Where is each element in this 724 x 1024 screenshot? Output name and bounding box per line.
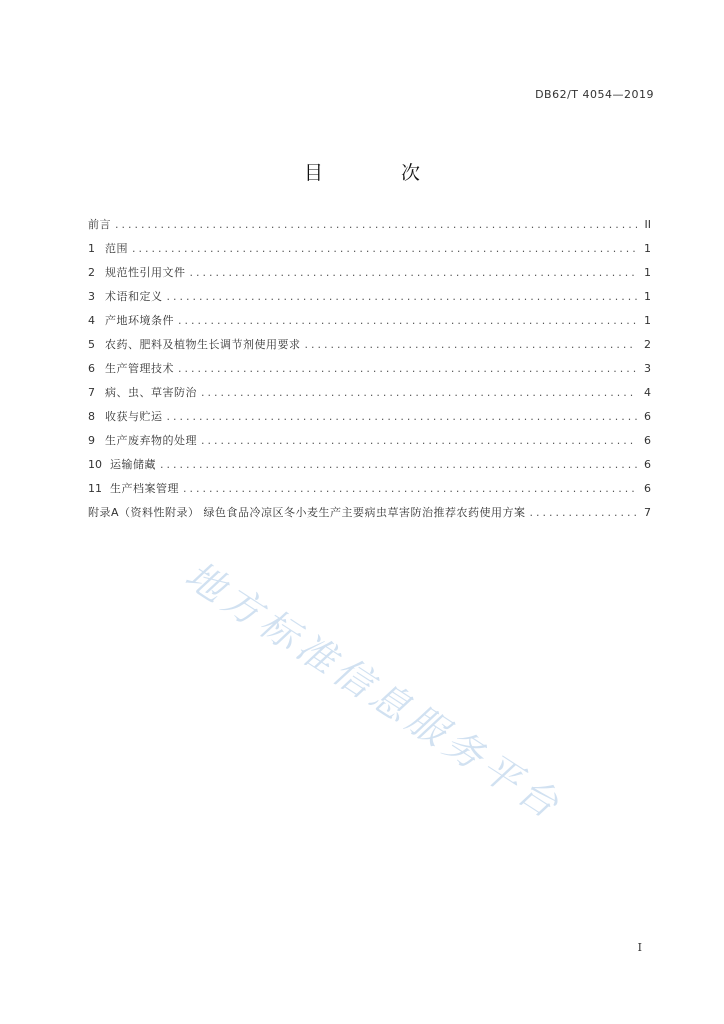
toc-entry-page: 6 [644,458,651,471]
standard-code: DB62/T 4054—2019 [535,88,654,101]
toc-entry[interactable] [88,264,651,288]
toc-entry-label: 运输储藏 [110,458,156,471]
toc-leader-dots [305,338,638,351]
toc-entry[interactable] [88,240,651,264]
toc-leader-dots [132,242,637,255]
page-number: I [637,941,642,954]
toc-entry-number: 3 [88,290,95,303]
toc-entry-label: 范围 [105,242,128,255]
toc-entry-page: 1 [644,290,651,303]
toc-entry-page: 4 [644,386,651,399]
toc-entry-label: 收获与贮运 [105,410,163,423]
toc-leader-dots [183,482,637,495]
watermark: 地方标准信息服务平台 [177,552,571,830]
toc-entry-page: 6 [644,410,651,423]
toc-entry-page: 1 [644,314,651,327]
toc-entry-label: 术语和定义 [105,290,163,303]
toc-entry-page: 2 [644,338,651,351]
toc-entry[interactable] [88,312,651,336]
toc-entry-label: 病、虫、草害防治 [105,386,197,399]
toc-leader-dots [178,314,637,327]
toc-entry-number: 1 [88,242,95,255]
toc-entry-label: 规范性引用文件 [105,266,186,279]
toc-entry-number: 7 [88,386,95,399]
toc-leader-dots [167,290,638,303]
toc-entry-page: 6 [644,434,651,447]
toc-entry-page: 1 [644,242,651,255]
toc-entry-page: II [644,218,651,231]
toc-entry-number: 4 [88,314,95,327]
toc-entry-page: 7 [644,506,651,519]
toc-entry-label: 前言 [88,218,111,231]
table-of-contents [88,216,651,528]
toc-entry-number: 8 [88,410,95,423]
toc-leader-dots [160,458,637,471]
toc-entry-number: 10 [88,458,102,471]
toc-leader-dots [201,386,637,399]
toc-entry-number: 11 [88,482,102,495]
toc-leader-dots [167,410,638,423]
toc-entry-label: 农药、肥料及植物生长调节剂使用要求 [105,338,301,351]
toc-leader-dots [115,218,637,231]
toc-entry-label: 生产管理技术 [105,362,174,375]
toc-entry-label: 生产废弃物的处理 [105,434,197,447]
toc-entry[interactable] [88,432,651,456]
toc-entry-page: 1 [644,266,651,279]
toc-entry-page: 6 [644,482,651,495]
toc-entry-label: 附录A（资料性附录） 绿色食品冷凉区冬小麦生产主要病虫草害防治推荐农药使用方案 [88,506,526,519]
toc-leader-dots [201,434,637,447]
toc-entry[interactable] [88,288,651,312]
toc-entry[interactable] [88,336,651,360]
page-title: 目 次 [303,162,457,184]
toc-entry[interactable] [88,480,651,504]
toc-leader-dots [530,506,637,519]
toc-entry-label: 产地环境条件 [105,314,174,327]
toc-entry-number: 6 [88,362,95,375]
toc-entry[interactable] [88,360,651,384]
toc-entry-label: 生产档案管理 [110,482,179,495]
toc-entry[interactable] [88,408,651,432]
toc-entry-number: 5 [88,338,95,351]
toc-entry-page: 3 [644,362,651,375]
toc-leader-dots [178,362,637,375]
toc-leader-dots [190,266,638,279]
toc-entry[interactable] [88,216,651,240]
toc-entry[interactable] [88,384,651,408]
toc-entry-number: 2 [88,266,95,279]
toc-entry-appendix[interactable] [88,504,651,528]
toc-entry-number: 9 [88,434,95,447]
toc-entry[interactable] [88,456,651,480]
